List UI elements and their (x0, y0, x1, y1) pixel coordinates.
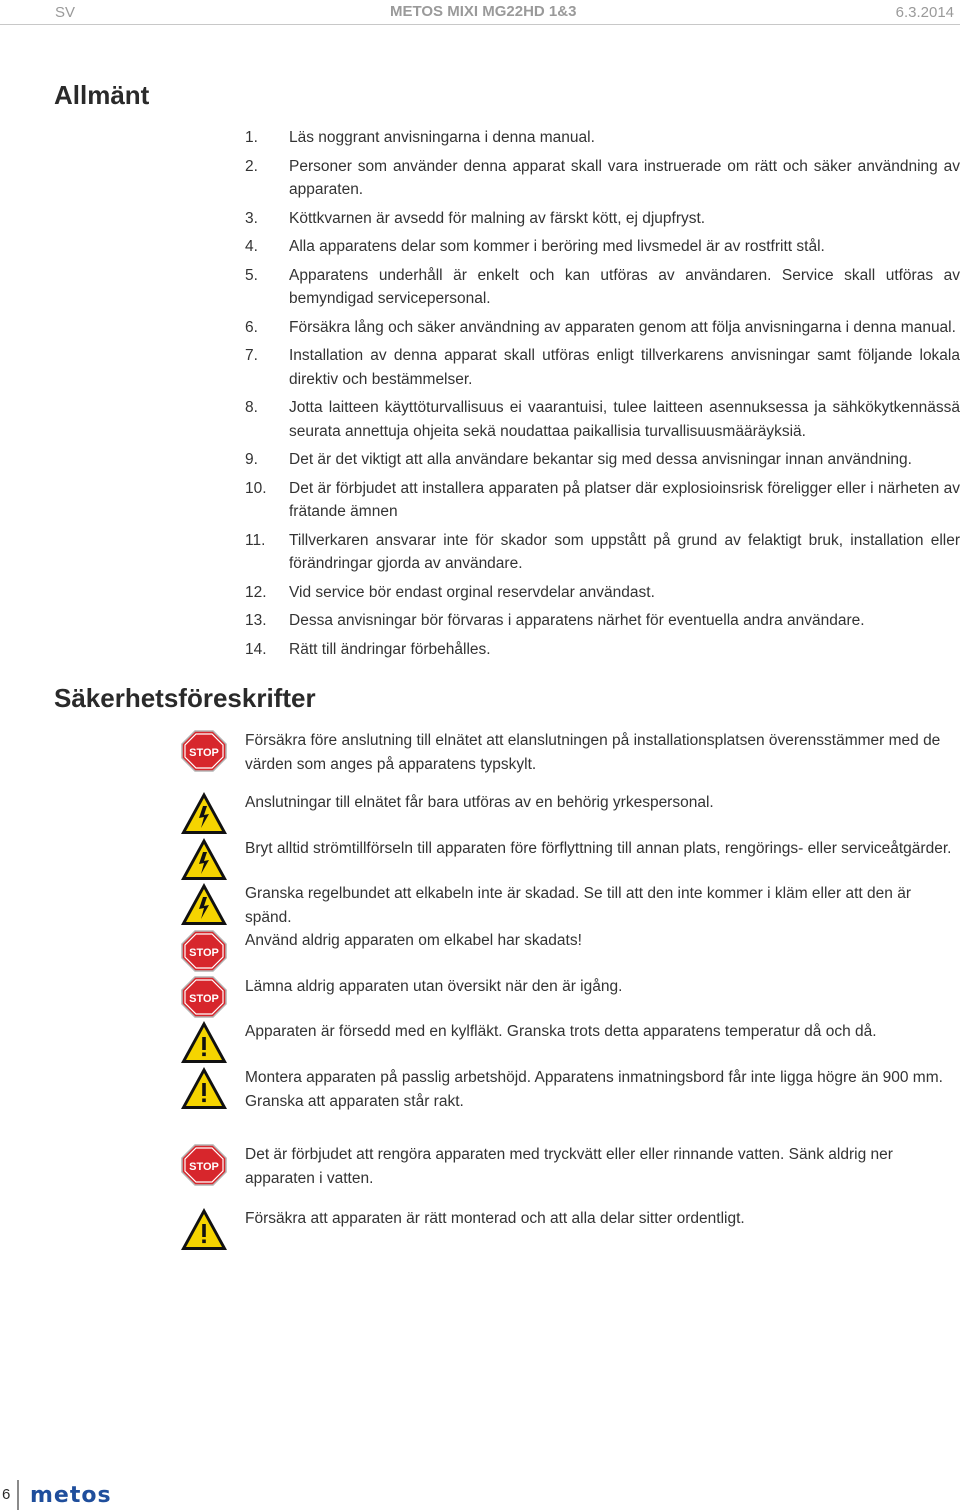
list-item-text: Det är det viktigt att alla användare bekantar sig med dessa anvisningar innan användning. (289, 451, 912, 468)
list-item-text: Installation av denna apparat skall utföras enligt tillverkarens anvisningar samt följande lokala direktiv och bestämmelser. (289, 347, 960, 388)
list-item-number: 7. (245, 347, 258, 364)
list-item (245, 638, 960, 662)
list-item (245, 207, 960, 231)
safety-item-text: Försäkra att apparaten är rätt monterad och att alla delar sitter ordentligt. (245, 1210, 745, 1227)
general-list (245, 126, 960, 666)
warning-icon (180, 1020, 228, 1064)
list-item (245, 264, 960, 311)
list-item-number: 12. (245, 583, 267, 601)
list-item-text: Tillverkaren ansvarar inte för skador som uppstått på grund av felaktigt bruk, installation eller förändringar gjorda av användare. (289, 531, 960, 572)
safety-item-text: Använd aldrig apparaten om elkabel har skadats! (245, 932, 582, 949)
list-item-text: Köttkvarnen är avsedd för malning av färskt kött, ej djupfryst. (289, 209, 706, 227)
list-item-number: 4. (245, 238, 258, 255)
general-heading: Allmänt (54, 80, 150, 110)
page-header (0, 0, 960, 26)
list-item (245, 581, 960, 605)
list-item-text: Apparatens underhåll är enkelt och kan utföras av användaren. Service skall utföras av bemyndigad servicepersonal. (289, 266, 960, 307)
list-item-text: Det är förbjudet att installera apparaten på platser där explosioinsrisk föreligger eller i närheten av frätande ämnen (289, 479, 960, 520)
list-item-text: Dessa anvisningar bör förvaras i apparatens närhet för eventuella andra användare. (289, 612, 865, 629)
list-item-number: 8. (245, 399, 258, 416)
list-item-number: 2. (245, 157, 258, 175)
list-item-number: 10. (245, 479, 267, 497)
page-footer (0, 1470, 960, 1510)
safety-item-text: Apparaten är försedd med en kylfläkt. Granska trots detta apparatens temperatur då och då. (245, 1023, 877, 1040)
list-item-number: 14. (245, 640, 267, 658)
safety-item-text: Det är förbjudet att rengöra apparaten med tryckvätt eller eller rinnande vatten. Sänk aldrig ner apparaten i vatten. (245, 1146, 893, 1187)
svg-text:STOP: STOP (189, 993, 219, 1005)
list-item-number: 13. (245, 612, 267, 629)
list-item-text: Personer som använder denna apparat skall vara instruerade om rätt och säker användning av apparaten. (289, 157, 960, 198)
list-item (245, 235, 960, 259)
safety-item-text: Lämna aldrig apparaten utan översikt när den är igång. (245, 978, 623, 995)
stop-sign-icon (180, 1143, 228, 1187)
list-item (245, 609, 960, 633)
safety-item-text: Granska regelbundet att elkabeln inte är skadad. Se till att den inte kommer i kläm eller att den är spänd. (245, 885, 911, 926)
model-name: METOS MIXI MG22HD 1&3 (390, 3, 577, 20)
list-item-text: Försäkra lång och säker användning av apparaten genom att följa anvisningarna i denna manual. (289, 318, 956, 336)
svg-text:STOP: STOP (189, 947, 219, 959)
list-item (245, 448, 960, 472)
electric-hazard-icon (180, 837, 228, 881)
list-item (245, 126, 960, 150)
list-item-number: 1. (245, 129, 258, 146)
list-item (245, 477, 960, 524)
metos-logo (30, 1484, 148, 1504)
footer-divider (17, 1480, 19, 1510)
safety-item-text: Försäkra före anslutning till elnätet att elanslutningen på installationsplatsen överensstämmer med de värden som anges på apparatens typskylt. (245, 732, 941, 773)
electric-hazard-icon (180, 882, 228, 926)
list-item-text: Jotta laitteen käyttöturvallisuus ei vaarantuisi, tulee laitteen asennuksessa ja sähkökytkennässä seurata annettuja ohjeita sekä noudattaa paikallisia turvallisuusmääräyksiä. (289, 399, 960, 440)
list-item-text: Läs noggrant anvisningarna i denna manual. (289, 129, 595, 146)
list-item-number: 5. (245, 266, 258, 284)
list-item-number: 11. (245, 531, 266, 549)
safety-item-text: Bryt alltid strömtillförseln till apparaten före förflyttning till annan plats, rengörings- eller serviceåtgärder. (245, 840, 952, 857)
header-divider (0, 24, 960, 25)
list-item (245, 529, 960, 576)
list-item-number: 9. (245, 451, 258, 468)
stop-sign-icon (180, 729, 228, 773)
svg-text:metos: metos (30, 1484, 112, 1504)
list-item (245, 344, 960, 391)
svg-text:STOP: STOP (189, 1161, 219, 1173)
safety-heading: Säkerhetsföreskrifter (54, 683, 316, 713)
safety-item-text: Montera apparaten på passlig arbetshöjd. Apparatens inmatningsbord får inte ligga högre än 900 mm. Granska att apparaten står rakt. (245, 1069, 943, 1110)
page-number: 6 (2, 1486, 11, 1503)
svg-text:STOP: STOP (189, 747, 219, 759)
list-item (245, 396, 960, 443)
stop-sign-icon (180, 975, 228, 1019)
list-item-text: Rätt till ändringar förbehålles. (289, 640, 491, 658)
safety-item-text: Anslutningar till elnätet får bara utföras av en behörig yrkespersonal. (245, 794, 714, 811)
document-date: 6.3.2014 (895, 4, 954, 21)
list-item (245, 316, 960, 340)
electric-hazard-icon (180, 791, 228, 835)
list-item-text: Vid service bör endast orginal reservdelar användast. (289, 583, 655, 601)
warning-icon (180, 1066, 228, 1110)
list-item-number: 6. (245, 318, 258, 336)
language-code: SV (55, 4, 76, 21)
list-item (245, 155, 960, 202)
list-item-number: 3. (245, 209, 258, 227)
stop-sign-icon (180, 929, 228, 973)
list-item-text: Alla apparatens delar som kommer i beröring med livsmedel är av rostfritt stål. (289, 238, 825, 255)
warning-icon (180, 1207, 228, 1251)
